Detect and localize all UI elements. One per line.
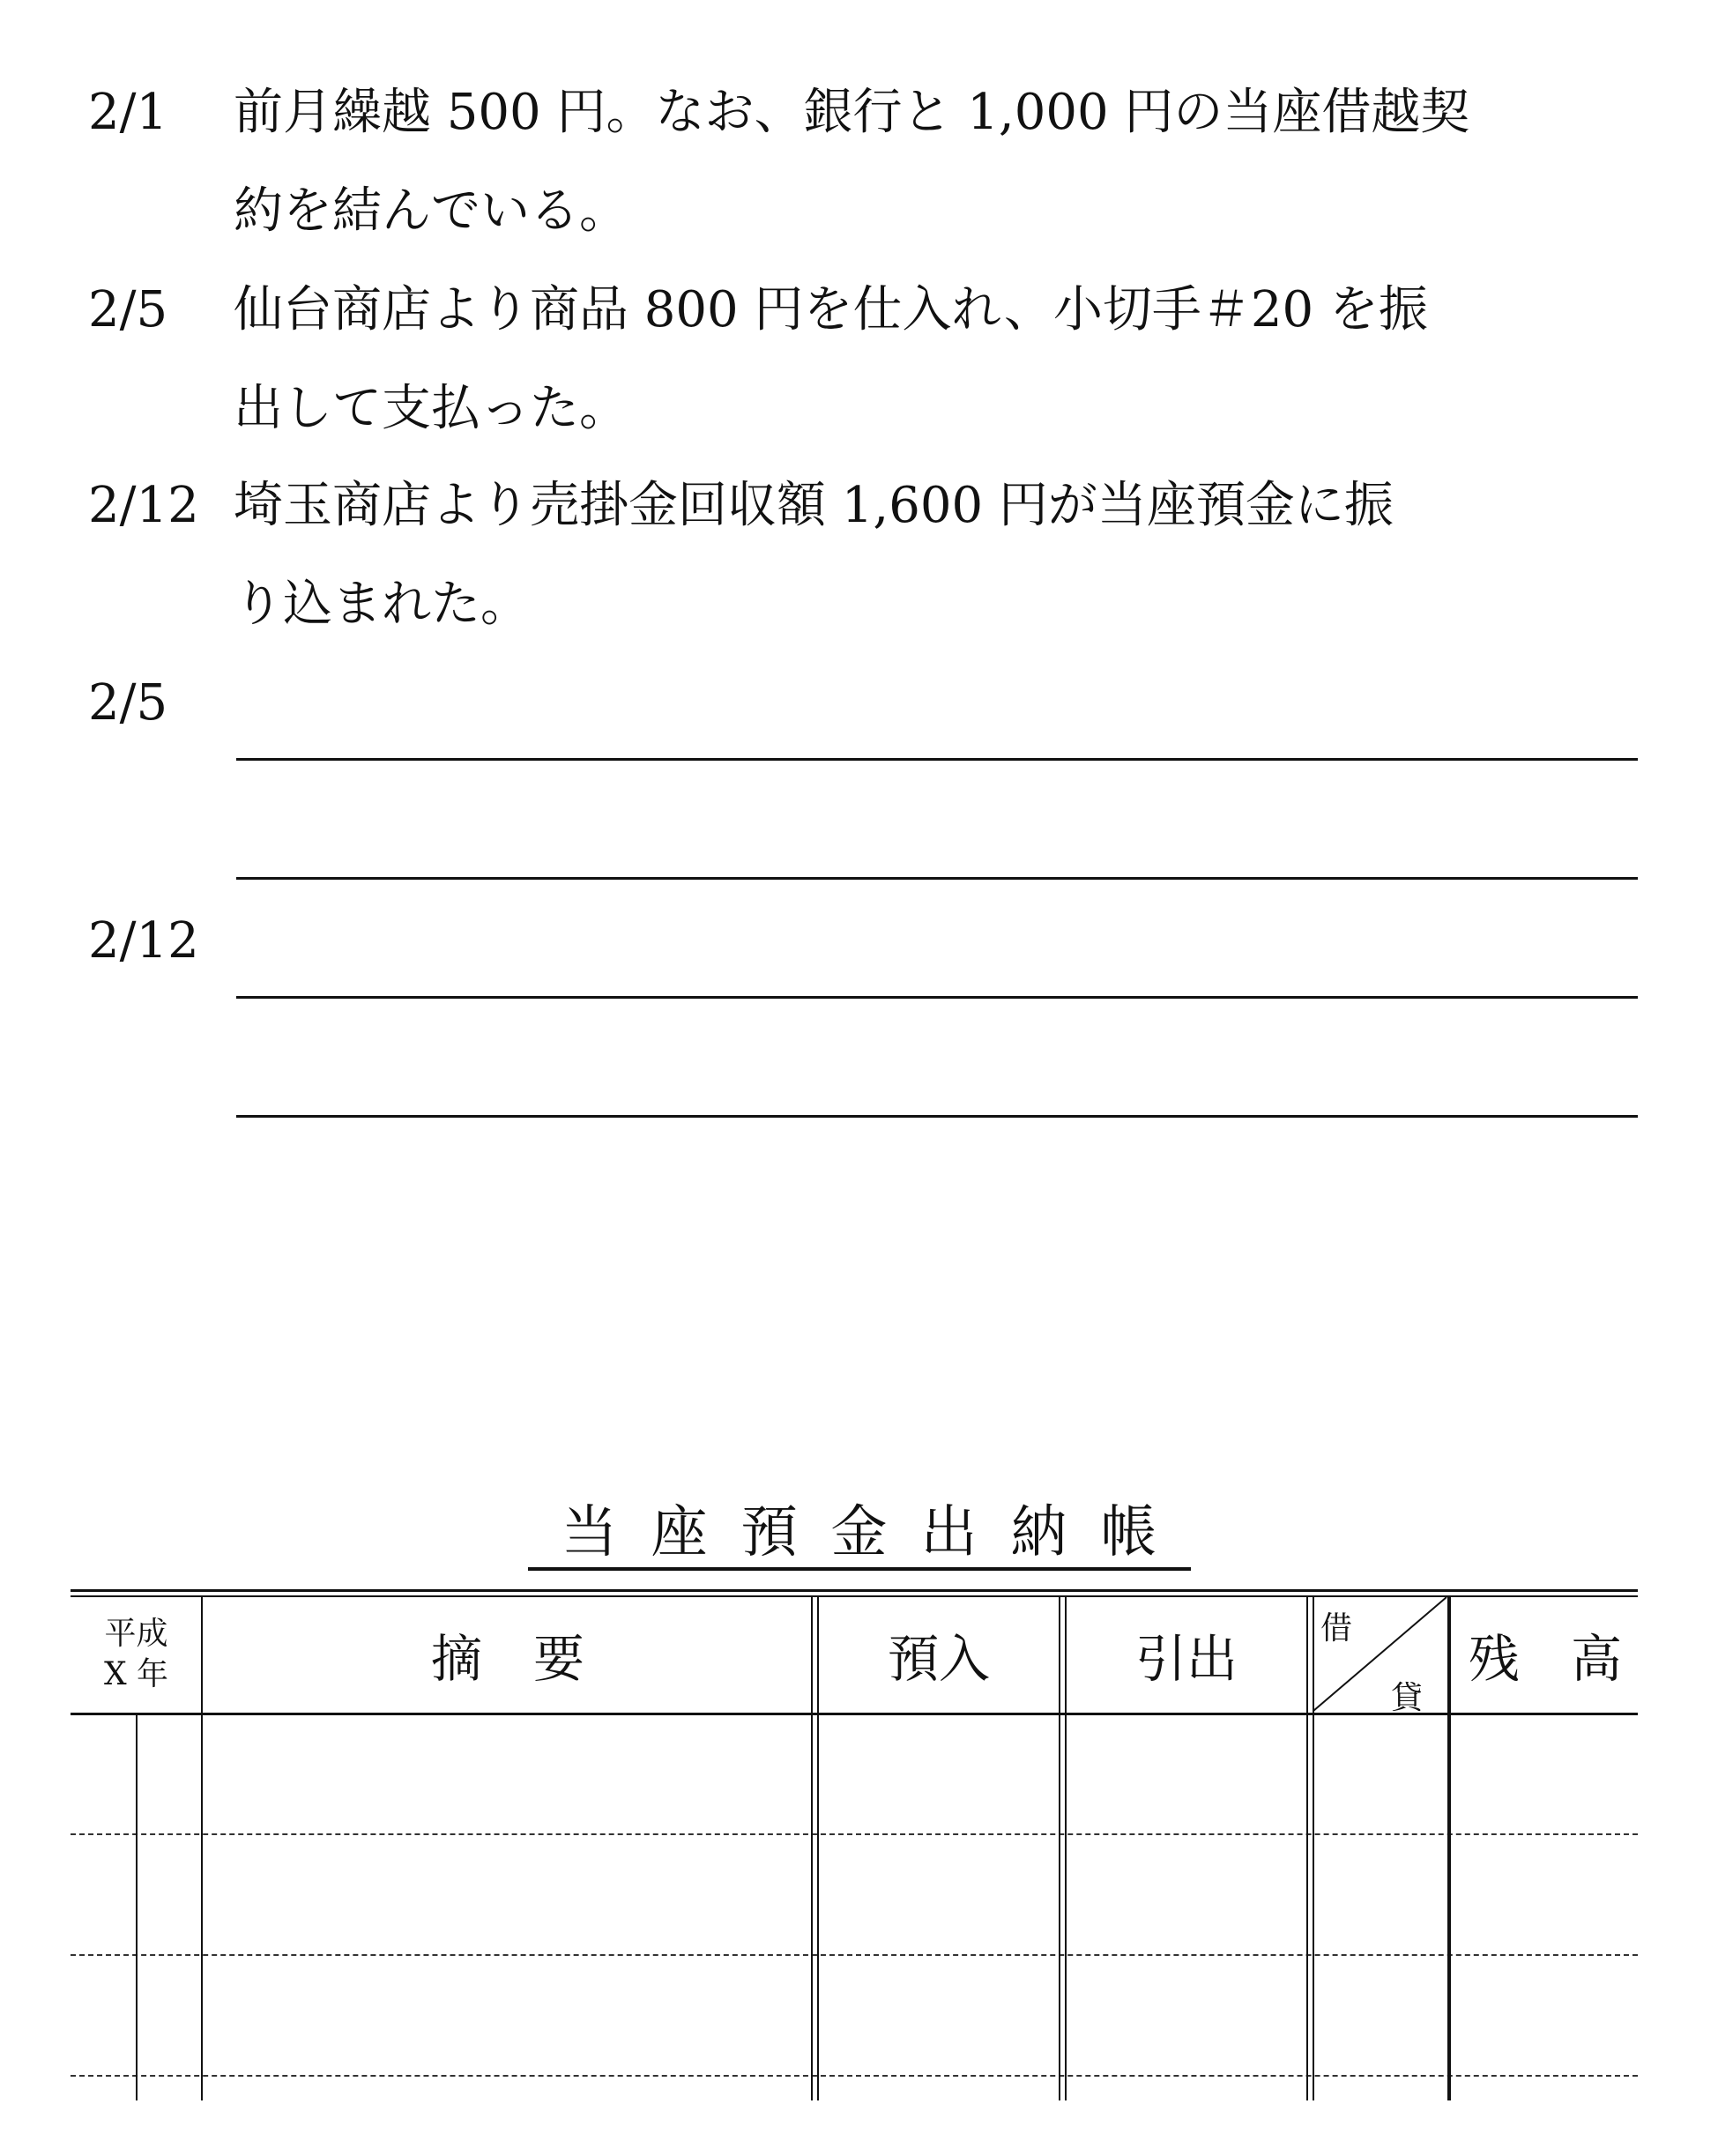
answer-line[interactable]	[236, 758, 1638, 761]
answer-block-2-date: 2/12	[88, 912, 199, 970]
entry-1-text-line2: 約を結んでいる。	[234, 182, 628, 240]
row-divider	[71, 2075, 1638, 2077]
row-divider	[71, 1954, 1638, 1956]
header-era: 平成	[104, 1615, 168, 1652]
entry-3-text-line1: 埼玉商店より売掛金回収額 1,600 円が当座預金に振	[234, 477, 1394, 534]
answer-block-1-date: 2/5	[88, 674, 168, 732]
header-description: 摘 要	[430, 1628, 584, 1689]
entry-3-date: 2/12	[88, 477, 199, 534]
ledger-row[interactable]	[71, 1715, 1638, 1833]
header-date	[71, 1595, 202, 1713]
entry-3-text-line2: り込まれた。	[234, 576, 530, 633]
ledger-title: 当座預金出納帳	[528, 1498, 1191, 1571]
header-balance: 残 高	[1468, 1628, 1622, 1689]
entry-2-date: 2/5	[88, 281, 168, 338]
table-top-border	[71, 1589, 1638, 1592]
header-debit-credit-diagonal	[1312, 1595, 1448, 1713]
header-year: X 年	[103, 1655, 169, 1692]
entry-2-text-line1: 仙台商店より商品 800 円を仕入れ、小切手＃20 を振	[234, 281, 1428, 338]
ledger-row[interactable]	[71, 1836, 1638, 1954]
header-credit: 貸	[1391, 1680, 1424, 1716]
answer-line[interactable]	[236, 996, 1638, 999]
header-withdrawal: 引出	[1134, 1628, 1238, 1689]
entry-2-text-line2: 出して支払った。	[234, 380, 628, 437]
ledger-row[interactable]	[71, 1957, 1638, 2075]
header-debit: 借	[1320, 1610, 1353, 1647]
entry-1-date: 2/1	[88, 84, 168, 141]
cash-ledger-table	[71, 1589, 1638, 2100]
answer-line[interactable]	[236, 877, 1638, 880]
entry-1-text-line1: 前月繰越 500 円。なお、銀行と 1,000 円の当座借越契	[234, 84, 1470, 141]
ledger-title-wrap	[0, 1498, 1718, 1571]
row-divider	[71, 1833, 1638, 1835]
answer-line[interactable]	[236, 1115, 1638, 1118]
header-deposit: 預入	[887, 1628, 990, 1689]
